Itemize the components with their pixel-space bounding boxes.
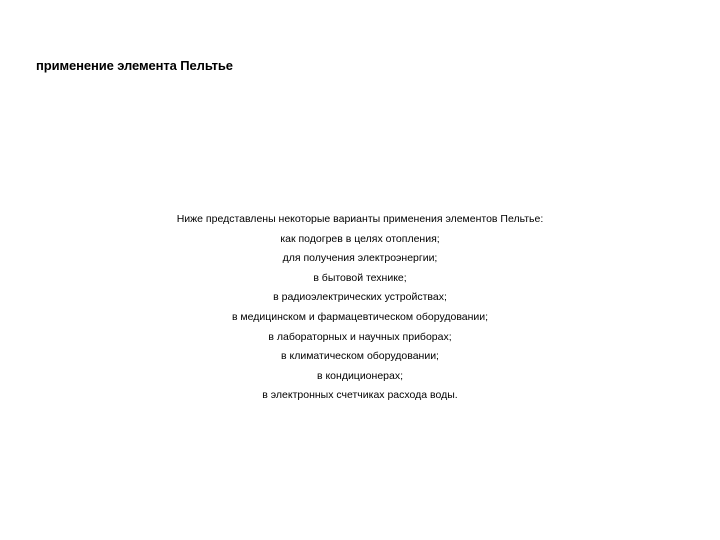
list-item: в лабораторных и научных приборах; xyxy=(268,330,452,343)
list-item: в медицинском и фармацевтическом оборудовании; xyxy=(231,310,489,323)
list-item: в кондиционерах; xyxy=(316,369,404,382)
list-item: для получения электроэнергии; xyxy=(282,252,438,265)
body-text xyxy=(140,210,580,406)
list-item: как подогрев в целях отопления; xyxy=(280,232,440,245)
intro-text: Ниже представлены некоторые варианты применения элементов Пельтье: xyxy=(176,213,544,225)
list-item: в электронных счетчиках расхода воды. xyxy=(262,389,458,402)
list-item: в климатическом оборудовании; xyxy=(281,350,439,363)
slide-title: применение элемента Пельтье xyxy=(36,58,233,73)
list-item: в бытовой технике; xyxy=(313,271,407,284)
list-item: в радиоэлектрических устройствах; xyxy=(273,291,447,304)
